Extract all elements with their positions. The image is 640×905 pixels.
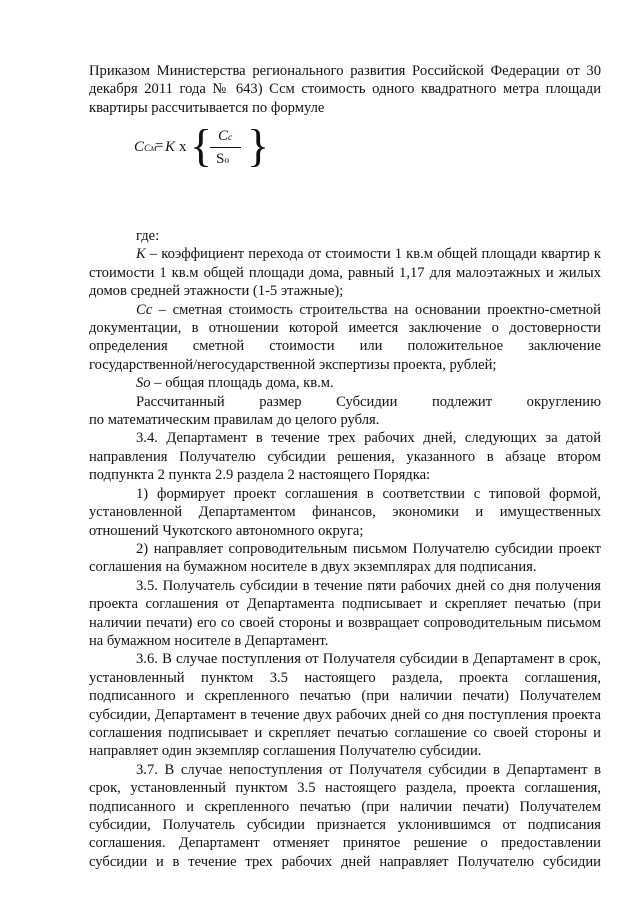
intro-paragraph: Приказом Министерства регионального развития Российской Федерации от 30 декабря 2011 года № 643) Ссм стоимость одного квадратного метра площади квартиры рассчитывается по формуле [89,63,601,116]
where-label: где: [136,228,160,244]
paragraph-3-7: 3.7. В случае непоступления от Получателя субсидии в Департамент в срок, установленный пунктом 3.5 настоящего раздела, проекта соглашения, подписанного и скрепленного печатью (при наличии печати) Получателем субсидии, Получатель субсидии признается уклонившимся от подписания соглашения. Департамент отменяет принятое решение о предоставлении субсидии и в течение трех рабочих дней направляет Получателю субсидии [89,761,601,870]
definition-k: К – коэффициент перехода от стоимости 1 кв.м общей площади квартир к стоимости 1 кв.м общей площади дома, равный 1,17 для малоэтажных и жилых домов средней этажности (1-5 этажные); [89,246,601,300]
paragraph-3-4-item-1: 1) формирует проект соглашения в соответствии с типовой формой, установленной Департаментом финансов, экономики и имущественных отношений Чукотского автономного округа; [89,485,601,539]
formula-close-brace: } [247,120,270,171]
formula-denominator: Sо [216,151,230,167]
paragraph-3-6: 3.6. В случае поступления от Получателя субсидии в Департамент в срок, установленный пунктом 3.5 настоящего раздела, проекта соглашения, подписанного и скрепленного печатью (при наличии печати) Получателем субсидии, Департамент в течение двух рабочих дней со дня поступления проекта соглашения подписывает и скрепляет печатью соглашение со своей стороны и направляет один экземпляр соглашения Получателю субсидии. [89,651,601,760]
body-block [89,227,601,871]
paragraph-3-4: 3.4. Департамент в течение трех рабочих дней, следующих за датой направления Получателю субсидии решения, указанного в абзаце втором подпункта 2 пункта 2.9 раздела 2 настоящего Порядка: [89,430,601,484]
intro-block [89,62,601,117]
formula-equals: = [155,138,164,154]
formula-fraction-line [210,147,241,148]
formula-times: х [179,139,187,155]
paragraph-3-5: 3.5. Получатель субсидии в течение пяти рабочих дней со дня получения проекта соглашения от Департамента подписывает и скрепляет печатью (при наличии печати) его со своей стороны и возвращает сопроводительным письмом на бумажном носителе в Департамент. [89,577,601,649]
formula-lhs: ССм [134,139,157,155]
formula-open-brace: { [190,120,213,171]
formula-numerator: Сс [218,128,233,144]
definition-so: Sо – общая площадь дома, кв.м. [136,375,334,392]
formula [134,120,274,175]
rounding-line-1: Рассчитанный размер Субсидии подлежит округлению [136,393,601,410]
paragraph-3-4-item-2: 2) направляет сопроводительным письмом Получателю субсидии проект соглашения на бумажном носителе в двух экземплярах для подписания. [89,540,601,576]
rounding-line-2: по математическим правилам до целого рубля. [89,412,380,429]
definition-cc: Сс – сметная стоимость строительства на основании проектно-сметной документации, в отношении которой имеется заключение о достоверности определения сметной стоимости или положительное заключение государственной/негосударственной экспертизы проекта, рублей; [89,301,601,373]
formula-k: К [165,139,175,155]
